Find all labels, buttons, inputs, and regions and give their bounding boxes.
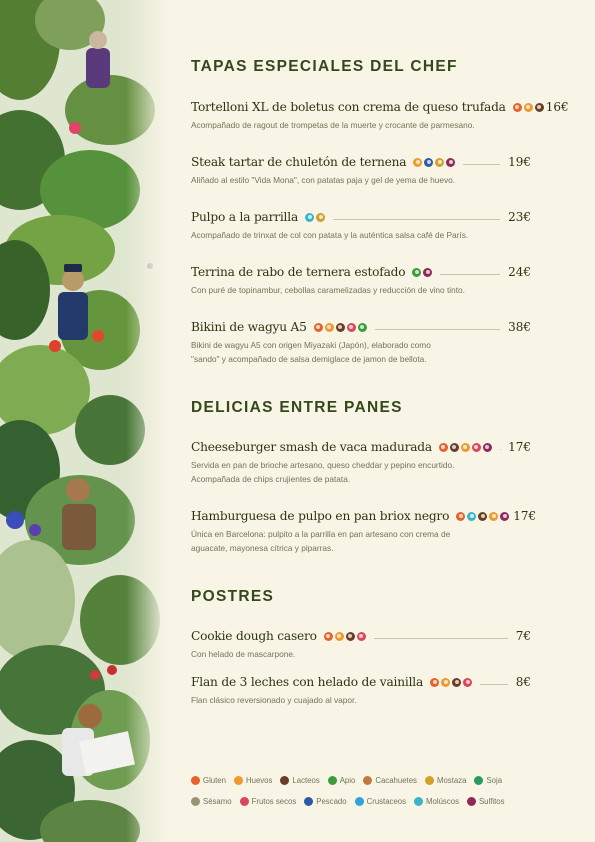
item-price: 38€ [508,320,531,334]
sulfitos-allergen-icon [500,512,509,521]
apio-allergen-icon [328,776,337,785]
menu-item [191,674,531,708]
menu-content [191,0,569,842]
crustaceos-allergen-icon [355,797,364,806]
item-description [191,229,531,243]
dotted-leader [480,684,508,685]
item-name: Flan de 3 leches con helado de vainilla [191,675,424,689]
legend-item-pescado [304,797,346,806]
allergen-icons [456,512,509,521]
legend-item-sulfitos [467,797,505,806]
description-line: Acompañado de trinxat de col con patata y la auténtica salsa café de París. [191,230,469,240]
apio-allergen-icon [358,323,367,332]
allergen-icons [324,632,366,641]
gluten-allergen-icon [439,443,448,452]
item-name: Cheeseburger smash de vaca madurada [191,440,432,454]
lacteos-allergen-icon [452,678,461,687]
lacteos-allergen-icon [535,103,544,112]
section-title-panes: DELICIAS ENTRE PANES [191,399,403,416]
mostaza-allergen-icon [316,213,325,222]
dotted-leader [333,219,500,220]
allergen-icons [430,678,472,687]
dotted-leader [374,638,508,639]
gluten-allergen-icon [314,323,323,332]
item-name: Tortelloni XL de boletus con crema de queso trufada [191,100,506,114]
legend-label: Apio [339,775,356,785]
description-line: "sando" y acompañado de salsa demiglace de jamon de bellota. [191,353,427,364]
legend-row [191,773,505,787]
lacteos-allergen-icon [346,632,355,641]
allergen-icons [412,268,432,277]
section-title-postres: POSTRES [191,588,275,605]
description-line: Flan clásico reversionado y cuajado al vapor. [191,695,357,705]
lacteos-allergen-icon [450,443,459,452]
sulfitos-allergen-icon [483,443,492,452]
legend-label: Lacteos [292,775,320,785]
menu-item [191,439,531,486]
item-price: 17€ [508,440,531,454]
legend-item-lacteos [280,776,319,785]
menu-item [191,628,531,662]
item-name: Bikini de wagyu A5 [191,320,307,334]
item-price: 7€ [515,629,531,643]
item-description [191,694,531,708]
item-price: 16€ [545,100,569,114]
allergen-legend [191,773,505,815]
allergen-icons [413,158,455,167]
huevos-allergen-icon [489,512,498,521]
legend-item-mostaza [425,776,466,785]
section-title-tapas: TAPAS ESPECIALES DEL CHEF [191,58,458,75]
allergen-icons [305,213,325,222]
lacteos-allergen-icon [478,512,487,521]
sulfitos-allergen-icon [467,797,476,806]
legend-item-apio [328,776,356,785]
menu-item [191,99,569,133]
jungle-illustration [0,0,168,842]
legend-label: Soja [486,775,503,785]
item-description [191,459,531,486]
legend-label: Sésamo [203,796,232,806]
item-name: Cookie dough casero [191,629,317,643]
allergen-icons [513,103,544,112]
huevos-allergen-icon [335,632,344,641]
huevos-allergen-icon [234,776,243,785]
moluscos-allergen-icon [305,213,314,222]
legend-label: Crustaceos [366,796,407,806]
legend-item-soja [474,776,502,785]
item-name: Steak tartar de chuletón de ternena [191,155,407,169]
legend-label: Molúscos [426,796,459,806]
sesamo-allergen-icon [191,797,200,806]
legend-item-huevos [234,776,272,785]
legend-row [191,794,505,808]
description-line: Con helado de mascarpone. [191,649,296,659]
apio-allergen-icon [412,268,421,277]
legend-label: Gluten [203,775,226,785]
huevos-allergen-icon [325,323,334,332]
description-line: Bikini de wagyu A5 con origen Miyazaki (Japón), elaborado como [191,340,431,350]
sulfitos-allergen-icon [423,268,432,277]
legend-label: Sulfitos [478,796,505,806]
item-description [191,648,531,662]
lacteos-allergen-icon [280,776,289,785]
pescado-allergen-icon [304,797,313,806]
legend-item-cacahuetes [363,776,417,785]
item-price: 8€ [515,675,531,689]
mostaza-allergen-icon [425,776,434,785]
sulfitos-allergen-icon [446,158,455,167]
gluten-allergen-icon [430,678,439,687]
item-name: Terrina de rabo de ternera estofado [191,265,406,279]
frutos-allergen-icon [347,323,356,332]
lacteos-allergen-icon [336,323,345,332]
description-line: Acompañado de ragout de trompetas de la muerte y crocante de parmesano. [191,120,475,130]
gluten-allergen-icon [324,632,333,641]
pescado-allergen-icon [424,158,433,167]
legend-item-moluscos [414,797,459,806]
legend-item-frutos [240,797,297,806]
cacahuetes-allergen-icon [363,776,372,785]
menu-item [191,508,537,555]
item-price: 17€ [513,509,537,523]
moluscos-allergen-icon [414,797,423,806]
description-line: Acompañada de chips crujientes de patata. [191,473,351,484]
gluten-allergen-icon [191,776,200,785]
dotted-leader [463,164,500,165]
item-description [191,528,531,555]
gluten-allergen-icon [456,512,465,521]
legend-label: Huevos [245,775,273,785]
legend-label: Mostaza [436,775,467,785]
legend-item-crustaceos [355,797,406,806]
dotted-leader [375,329,500,330]
menu-item [191,154,531,188]
legend-label: Cacahuetes [375,775,417,785]
item-description [191,339,531,366]
description-line: aguacate, mayonesa cítrica y piparras. [191,542,334,553]
frutos-allergen-icon [463,678,472,687]
menu-item [191,209,531,243]
frutos-allergen-icon [472,443,481,452]
frutos-allergen-icon [357,632,366,641]
menu-item [191,264,531,298]
huevos-allergen-icon [524,103,533,112]
description-line: Única en Barcelona: pulpito a la parrilla en pan artesano con crema de [191,529,451,539]
item-description [191,119,531,133]
item-price: 23€ [508,210,531,224]
description-line: Con puré de topinambur, cebollas caramelizadas y reducción de vino tinto. [191,285,465,295]
allergen-icons [314,323,367,332]
allergen-icons [439,443,492,452]
item-price: 24€ [508,265,531,279]
menu-item [191,319,531,366]
description-line: Servida en pan de brioche artesano, queso cheddar y pepino encurtido. [191,460,455,470]
legend-label: Pescado [316,796,347,806]
item-description [191,284,531,298]
legend-item-gluten [191,776,226,785]
frutos-allergen-icon [240,797,249,806]
description-line: Aliñado al estilo "Vida Mona", con patatas paja y gel de yema de huevo. [191,175,456,185]
huevos-allergen-icon [413,158,422,167]
gluten-allergen-icon [513,103,522,112]
mostaza-allergen-icon [435,158,444,167]
item-price: 19€ [508,155,531,169]
legend-item-sesamo [191,797,232,806]
huevos-allergen-icon [441,678,450,687]
dotted-leader [440,274,500,275]
item-name: Pulpo a la parrilla [191,210,299,224]
moluscos-allergen-icon [467,512,476,521]
item-name: Hamburguesa de pulpo en pan briox negro [191,509,450,523]
huevos-allergen-icon [461,443,470,452]
legend-label: Frutos secos [251,796,297,806]
item-description [191,174,531,188]
soja-allergen-icon [474,776,483,785]
